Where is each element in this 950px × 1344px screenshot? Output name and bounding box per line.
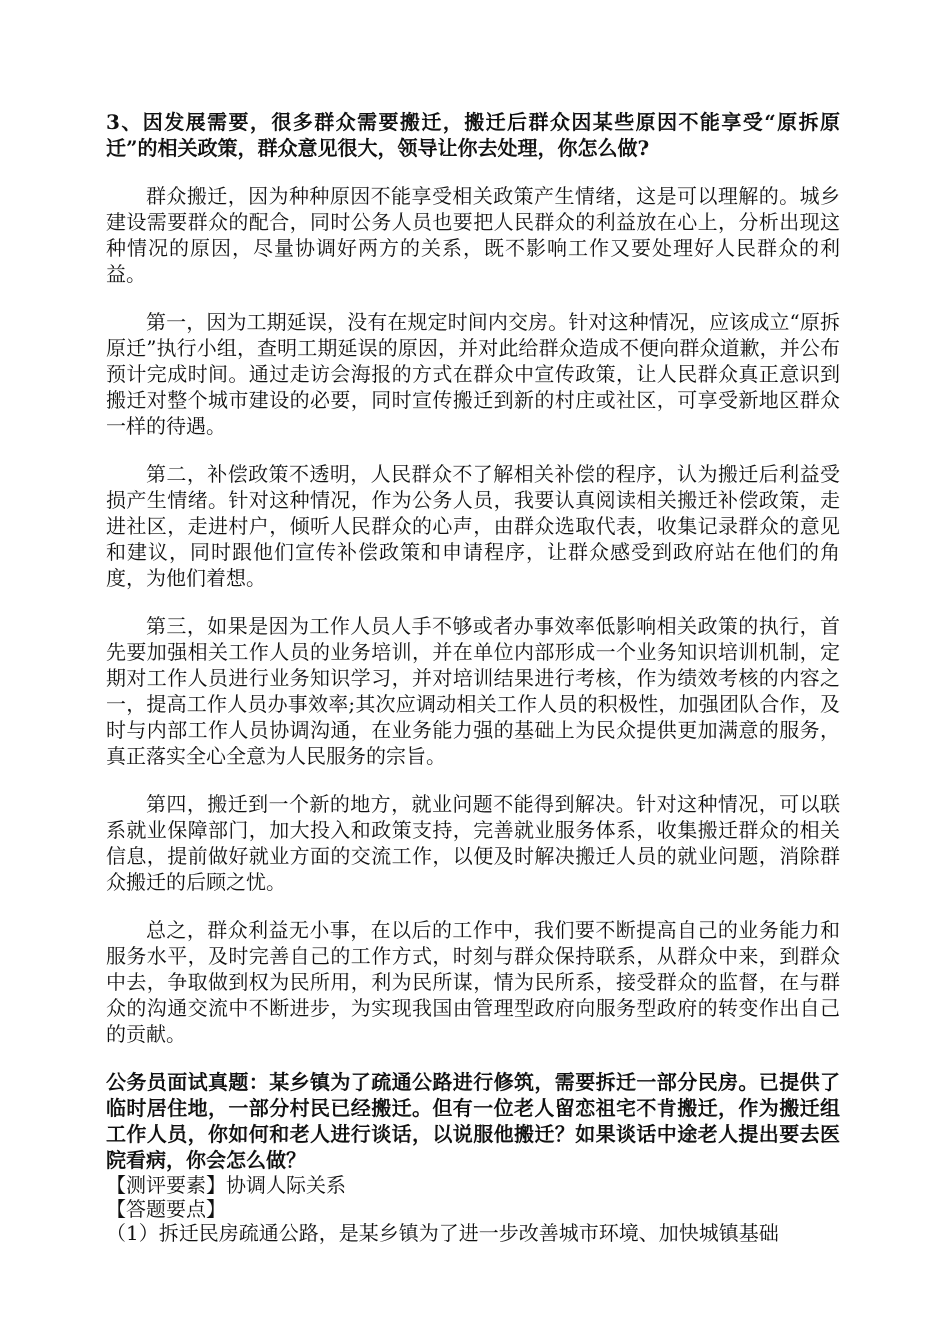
- answer-intro-paragraph: 群众搬迁，因为种种原因不能享受相关政策产生情绪，这是可以理解的。城乡建设需要群众的配合，同时公务人员也要把人民群众的利益放在心上，分析出现这种情况的原因，尽量协调好两方的关系，既不影响工作又要处理好人民群众的利益。: [106, 184, 840, 286]
- answer-point-1-line: （1）拆迁民房疏通公路，是某乡镇为了进一步改善城市环境、加快城镇基础: [106, 1221, 779, 1245]
- answer-point-3-paragraph: 第三，如果是因为工作人员人手不够或者办事效率低影响相关政策的执行，首先要加强相关工作人员的业务培训，并在单位内部形成一个业务知识培训机制，定期对工作人员进行业务知识学习，并对培训结果进行考核，作为绩效考核的内容之一，提高工作人员办事效率;其次应调动相关工作人员的积极性，加强团队合作，及时与内部工作人员协调沟通，在业务能力强的基础上为民众提供更加满意的服务，真正落实全心全意为人民服务的宗旨。: [106, 614, 840, 768]
- answer-point-2-paragraph: 第二，补偿政策不透明，人民群众不了解相关补偿的程序，认为搬迁后利益受损产生情绪。针对这种情况，作为公务人员，我要认真阅读相关搬迁补偿政策，走进社区，走进村户，倾听人民群众的心声，由群众选取代表，收集记录群众的意见和建议，同时跟他们宣传补偿政策和申请程序，让群众感受到政府站在他们的角度，为他们着想。: [106, 462, 840, 590]
- next-question-title: 公务员面试真题：某乡镇为了疏通公路进行修筑，需要拆迁一部分民房。已提供了临时居住地，一部分村民已经搬迁。但有一位老人留恋祖宅不肯搬迁，作为搬迁组工作人员，你如何和老人进行谈话，以说服他搬迁？如果谈话中途老人提出要去医院看病，你会怎么做？: [106, 1070, 840, 1172]
- evaluation-elements-line: 【测评要素】协调人际关系: [106, 1173, 346, 1197]
- question-3-title: 3、因发展需要，很多群众需要搬迁，搬迁后群众因某些原因不能享受“原拆原迁”的相关政策，群众意见很大，领导让你去处理，你怎么做?: [106, 110, 840, 160]
- answer-point-4-paragraph: 第四，搬迁到一个新的地方，就业问题不能得到解决。针对这种情况，可以联系就业保障部门，加大投入和政策支持，完善就业服务体系，收集搬迁群众的相关信息，提前做好就业方面的交流工作，以便及时解决搬迁人员的就业问题，消除群众搬迁的后顾之忧。: [106, 792, 840, 894]
- answer-point-1-paragraph: 第一，因为工期延误，没有在规定时间内交房。针对这种情况，应该成立“原拆原迁”执行小组，查明工期延误的原因，并对此给群众造成不便向群众道歉，并公布预计完成时间。通过走访会海报的方式在群众中宣传政策，让人民群众真正意识到搬迁对整个城市建设的必要，同时宣传搬迁到新的村庄或社区，可享受新地区群众一样的待遇。: [106, 310, 840, 438]
- answer-conclusion-paragraph: 总之，群众利益无小事，在以后的工作中，我们要不断提高自己的业务能力和服务水平，及时完善自己的工作方式，时刻与群众保持联系，从群众中来，到群众中去，争取做到权为民所用，利为民所谋，情为民所系，接受群众的监督，在与群众的沟通交流中不断进步，为实现我国由管理型政府向服务型政府的转变作出自己的贡献。: [106, 918, 840, 1046]
- answer-points-label: 【答题要点】: [106, 1197, 226, 1221]
- document-content: [106, 109, 840, 1245]
